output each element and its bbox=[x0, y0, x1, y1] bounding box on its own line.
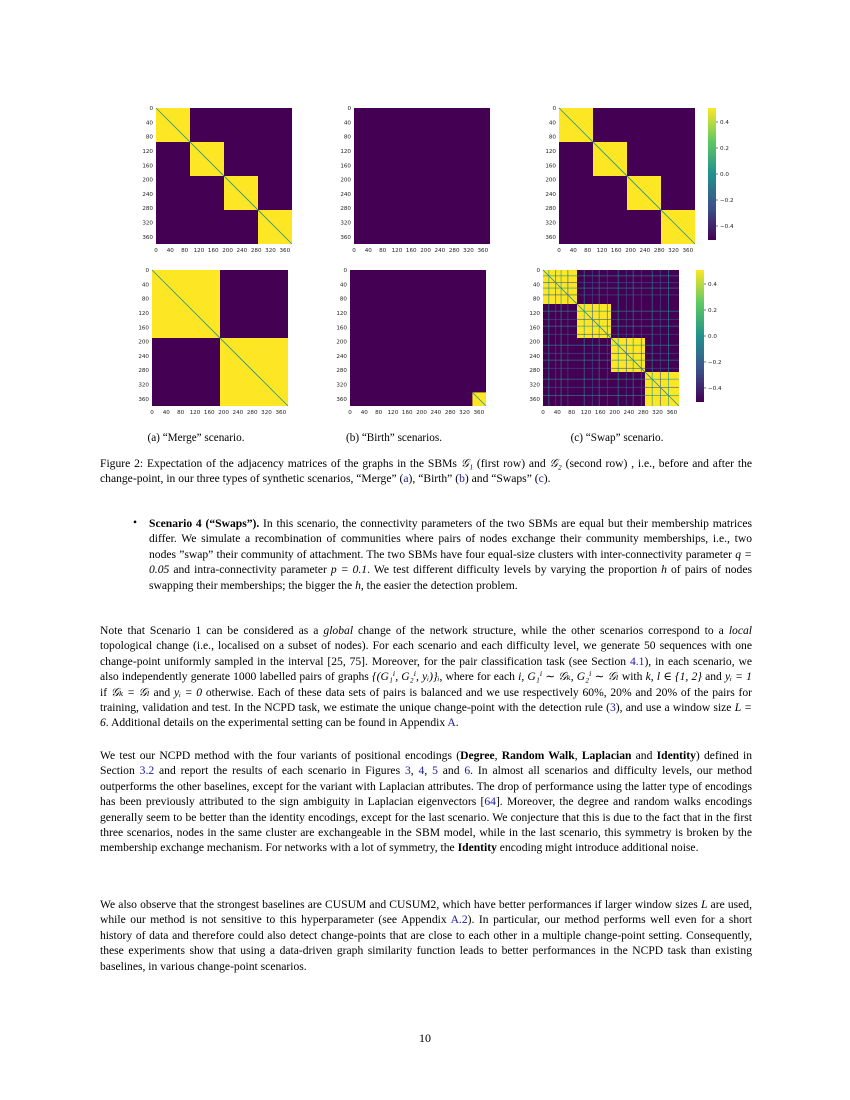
x-tick-label: 80 bbox=[584, 248, 592, 254]
ref-figure-6[interactable]: 6 bbox=[464, 764, 471, 778]
swap-stripe bbox=[555, 270, 556, 406]
y-tick-label: 160 bbox=[336, 325, 347, 332]
ref-figure-5[interactable]: 5 bbox=[432, 764, 438, 778]
swap-stripe bbox=[543, 282, 679, 283]
y-tick-label: 40 bbox=[548, 120, 556, 127]
swap-stripe bbox=[567, 270, 568, 406]
colorbar-row2 bbox=[694, 270, 734, 410]
swap-stripe bbox=[543, 275, 679, 276]
x-tick-label: 320 bbox=[261, 410, 272, 416]
y-tick-label: 120 bbox=[545, 148, 556, 155]
x-tick-label: 280 bbox=[637, 410, 649, 416]
x-tick-label: 280 bbox=[444, 410, 456, 416]
y-tick-label: 120 bbox=[340, 148, 351, 155]
x-tick-label: 160 bbox=[610, 248, 622, 254]
heatmap-merge-after bbox=[134, 264, 294, 422]
scenario-4-paragraph: Scenario 4 (“Swaps”). In this scenario, the connectivity parameters of the two SBMs are equal but their membership matrices differ. We simulate a recombination of communities where pairs of nodes exchange their community memberships, i.e., two nodes ”swap” their community of attachment. The two SBMs have four equal-size clusters with inter-connectivity parameter q = 0.05 and intra-connectivity parameter p = 0.1. We test different difficulty levels by varying the proportion h of pairs of nodes swapping their memberships; the bigger the h, the easier the detection problem. bbox=[149, 517, 752, 592]
x-tick-label: 360 bbox=[279, 248, 291, 254]
swap-stripe bbox=[592, 270, 593, 406]
colorbar-tick-label: 0.2 bbox=[708, 308, 717, 314]
y-tick-label: 0 bbox=[536, 268, 540, 274]
x-tick-label: 360 bbox=[682, 248, 694, 254]
page-number: 10 bbox=[419, 1031, 431, 1045]
x-tick-label: 120 bbox=[387, 410, 399, 416]
background-cell bbox=[350, 270, 486, 406]
heatmap-merge-before bbox=[138, 102, 298, 260]
y-tick-label: 0 bbox=[347, 106, 351, 112]
x-tick-label: 0 bbox=[352, 248, 356, 254]
x-tick-label: 80 bbox=[181, 248, 189, 254]
y-tick-label: 120 bbox=[142, 148, 153, 155]
x-tick-label: 40 bbox=[162, 410, 170, 416]
colorbar-tick-label: −0.2 bbox=[708, 360, 722, 366]
ref-subfig-b[interactable]: b bbox=[459, 472, 465, 485]
x-tick-label: 0 bbox=[150, 410, 154, 416]
y-tick-label: 200 bbox=[138, 339, 149, 346]
y-tick-label: 40 bbox=[343, 120, 351, 127]
y-tick-label: 240 bbox=[545, 191, 556, 198]
x-tick-label: 200 bbox=[625, 248, 636, 254]
swap-stripe bbox=[668, 270, 669, 406]
y-tick-label: 360 bbox=[138, 396, 149, 403]
subcaption-b: (b) “Birth” scenarios. bbox=[346, 432, 442, 444]
x-tick-label: 200 bbox=[609, 410, 620, 416]
y-tick-label: 80 bbox=[532, 296, 540, 303]
y-tick-label: 200 bbox=[340, 177, 351, 184]
x-tick-label: 80 bbox=[375, 410, 383, 416]
y-tick-label: 80 bbox=[343, 134, 351, 141]
x-tick-label: 160 bbox=[207, 248, 219, 254]
ref-figure-3[interactable]: 3 bbox=[404, 764, 411, 778]
y-tick-label: 120 bbox=[336, 310, 347, 317]
y-tick-label: 360 bbox=[336, 396, 347, 403]
y-tick-label: 160 bbox=[142, 163, 153, 170]
background-cell bbox=[354, 108, 490, 244]
x-tick-label: 240 bbox=[236, 248, 248, 254]
x-tick-label: 240 bbox=[639, 248, 651, 254]
x-tick-label: 40 bbox=[364, 248, 372, 254]
ref-equation-3[interactable]: 3 bbox=[609, 701, 616, 715]
y-tick-label: 360 bbox=[340, 234, 351, 241]
swap-stripe bbox=[543, 319, 679, 320]
heatmap-swap-after bbox=[525, 264, 685, 422]
x-tick-label: 240 bbox=[623, 410, 635, 416]
x-tick-label: 200 bbox=[416, 410, 427, 416]
scenario-4-title: Scenario 4 (“Swaps”). bbox=[149, 517, 260, 530]
x-tick-label: 0 bbox=[154, 248, 158, 254]
swap-stripe bbox=[543, 294, 679, 295]
swap-stripe bbox=[543, 395, 679, 396]
y-tick-label: 0 bbox=[343, 268, 347, 274]
swap-stripe bbox=[543, 353, 679, 354]
y-tick-label: 40 bbox=[145, 120, 153, 127]
x-tick-label: 40 bbox=[360, 410, 368, 416]
x-tick-label: 200 bbox=[420, 248, 431, 254]
y-tick-label: 360 bbox=[529, 396, 540, 403]
y-tick-label: 320 bbox=[545, 220, 556, 227]
y-tick-label: 40 bbox=[339, 282, 347, 289]
swap-stripe bbox=[660, 270, 661, 406]
y-tick-label: 200 bbox=[336, 339, 347, 346]
x-tick-label: 320 bbox=[463, 248, 474, 254]
colorbar-tick-label: −0.4 bbox=[708, 386, 722, 392]
x-tick-label: 200 bbox=[218, 410, 229, 416]
x-tick-label: 80 bbox=[379, 248, 387, 254]
y-tick-label: 200 bbox=[545, 177, 556, 184]
x-tick-label: 360 bbox=[477, 248, 489, 254]
y-tick-label: 240 bbox=[529, 353, 540, 360]
x-tick-label: 200 bbox=[222, 248, 233, 254]
x-tick-label: 120 bbox=[189, 410, 201, 416]
y-tick-label: 280 bbox=[340, 206, 351, 213]
x-tick-label: 320 bbox=[652, 410, 663, 416]
x-tick-label: 160 bbox=[401, 410, 413, 416]
swap-stripe bbox=[543, 288, 679, 289]
y-tick-label: 160 bbox=[529, 325, 540, 332]
swap-stripe bbox=[607, 270, 608, 406]
swap-stripe bbox=[548, 270, 549, 406]
y-tick-label: 240 bbox=[138, 353, 149, 360]
paragraph-encodings: We test our NCPD method with the four variants of positional encodings (Degree, Random Walk, Laplacian and Identity) defined in Section 3.2 and report the results of each scenario in Figures 3, 4, 5 and 6. In almost all scenarios and difficulty levels, our method outperforms the other baselines, except for the variant with Laplacian attributes. The drop of performance using the latter type of encodings has been previously attributed to the sign ambiguity in Laplacian eigenvectors [64]. Moreover, the degree and random walks encodings generally seem to be better than the identity encodings, except for the last scenario. We conjecture that this is due to the fact that in the first three scenarios, nodes in the same cluster are exchangeable in the SBM model, while in the last scenario, this symmetry is broken by the membership exchange mechanism. For networks with a lot of symmetry, the Identity encoding might introduce additional noise. bbox=[100, 749, 753, 855]
x-tick-label: 280 bbox=[448, 248, 460, 254]
y-tick-label: 320 bbox=[336, 382, 347, 389]
figure-caption: Figure 2: Expectation of the adjacency matrices of the graphs in the SBMs 𝒢₁ (first row) and 𝒢₂ (second row) , i.e., before and after the change-point, in our three types of synthetic scenarios, “Merge” (a), “Birth” (b) and “Swaps” (c). bbox=[100, 457, 753, 485]
colorbar-gradient bbox=[696, 270, 704, 402]
y-tick-label: 200 bbox=[142, 177, 153, 184]
colorbar-tick-label: 0.0 bbox=[720, 172, 729, 178]
x-tick-label: 160 bbox=[203, 410, 215, 416]
x-tick-label: 40 bbox=[166, 248, 174, 254]
bullet-point: • bbox=[133, 516, 138, 529]
y-tick-label: 120 bbox=[138, 310, 149, 317]
colorbar-row1 bbox=[706, 108, 746, 248]
x-tick-label: 320 bbox=[668, 248, 679, 254]
swap-stripe bbox=[543, 379, 679, 380]
y-tick-label: 80 bbox=[339, 296, 347, 303]
y-tick-label: 360 bbox=[142, 234, 153, 241]
subcaption-c: (c) “Swap” scenario. bbox=[570, 432, 664, 444]
paragraph-scenarios-note: Note that Scenario 1 can be considered as a global change of the network structure, while the other scenarios correspond to a local topological change (i.e., localised on a subset of nodes). For each scenario and each difficulty level, we generate 50 sequences with one change-point uniformly sampled in the interval [25, 75]. Moreover, for the pair classification task (see Section 4.1), in each scenario, we also independently generate 1000 labelled pairs of graphs {(G₁ⁱ, G₂ⁱ, yᵢ)}ᵢ, where for each i, G₁ⁱ ∼ 𝒢ₖ, G₂ⁱ ∼ 𝒢ₗ with k, l ∈ {1, 2} and yᵢ = 1 if 𝒢ₖ = 𝒢ₗ and yᵢ = 0 otherwise. Each of these data sets of pairs is balanced and we use respectively 60%, 20% and 20% of the pairs for training, validation and test. In the NCPD task, we estimate the unique change-point with the detection rule (3), and use a window size L = 6. Additional details on the experimental setting can be found in Appendix A. bbox=[100, 624, 753, 730]
x-tick-label: 0 bbox=[348, 410, 352, 416]
x-tick-label: 40 bbox=[553, 410, 561, 416]
y-tick-label: 160 bbox=[340, 163, 351, 170]
y-tick-label: 80 bbox=[141, 296, 149, 303]
y-tick-label: 280 bbox=[336, 368, 347, 375]
y-tick-label: 40 bbox=[141, 282, 149, 289]
swap-stripe bbox=[543, 360, 679, 361]
colorbar-tick-label: 0.4 bbox=[708, 282, 717, 288]
x-tick-label: 80 bbox=[177, 410, 185, 416]
heatmap-birth-after bbox=[332, 264, 492, 422]
y-tick-label: 160 bbox=[545, 163, 556, 170]
heatmap-birth-before bbox=[336, 102, 496, 260]
x-tick-label: 0 bbox=[541, 410, 545, 416]
y-tick-label: 320 bbox=[529, 382, 540, 389]
y-tick-label: 280 bbox=[142, 206, 153, 213]
y-tick-label: 0 bbox=[149, 106, 153, 112]
y-tick-label: 40 bbox=[532, 282, 540, 289]
x-tick-label: 120 bbox=[391, 248, 403, 254]
swap-stripe bbox=[584, 270, 585, 406]
swap-stripe bbox=[626, 270, 627, 406]
colorbar-tick-label: −0.4 bbox=[720, 224, 734, 230]
swap-stripe bbox=[633, 270, 634, 406]
colorbar-tick-label: 0.2 bbox=[720, 146, 729, 152]
y-tick-label: 80 bbox=[145, 134, 153, 141]
x-tick-label: 120 bbox=[193, 248, 205, 254]
x-tick-label: 120 bbox=[580, 410, 592, 416]
y-tick-label: 0 bbox=[552, 106, 556, 112]
swap-stripe bbox=[543, 345, 679, 346]
y-tick-label: 280 bbox=[138, 368, 149, 375]
y-tick-label: 280 bbox=[545, 206, 556, 213]
y-tick-label: 280 bbox=[529, 368, 540, 375]
ref-citation-64[interactable]: 64 bbox=[484, 795, 496, 809]
x-tick-label: 320 bbox=[459, 410, 470, 416]
x-tick-label: 160 bbox=[405, 248, 417, 254]
ref-figure-4[interactable]: 4 bbox=[418, 764, 425, 778]
y-tick-label: 240 bbox=[336, 353, 347, 360]
ref-appendix-a-2[interactable]: A.2 bbox=[450, 913, 468, 927]
swap-stripe bbox=[652, 270, 653, 406]
swap-stripe bbox=[543, 368, 679, 369]
x-tick-label: 280 bbox=[246, 410, 258, 416]
colorbar-gradient bbox=[708, 108, 716, 240]
y-tick-label: 320 bbox=[142, 220, 153, 227]
ref-appendix-a[interactable]: A bbox=[447, 716, 456, 730]
x-tick-label: 240 bbox=[434, 248, 446, 254]
ref-subfig-a[interactable]: a bbox=[403, 472, 409, 485]
paragraph-baselines: We also observe that the strongest baselines are CUSUM and CUSUM2, which have better performances if larger window sizes L are used, while our method is not sensitive to this hyperparameter (see Appendix A.2). In particular, our method performs well even for a short history of data and therefore could also detect change-points that are close to each other in a multiple change-point setting. Consequently, these experiments show that using a data-driven graph similarity function leads to better performances in the NCPD task than existing baselines, in various change-point scenarios. bbox=[100, 898, 752, 973]
x-tick-label: 360 bbox=[666, 410, 678, 416]
x-tick-label: 0 bbox=[557, 248, 561, 254]
y-tick-label: 320 bbox=[340, 220, 351, 227]
swap-stripe bbox=[641, 270, 642, 406]
colorbar-tick-label: −0.2 bbox=[720, 198, 734, 204]
y-tick-label: 240 bbox=[340, 191, 351, 198]
y-tick-label: 200 bbox=[529, 339, 540, 346]
swap-stripe bbox=[543, 387, 679, 388]
swap-stripe bbox=[543, 326, 679, 327]
ref-section-4-1[interactable]: 4.1 bbox=[629, 654, 645, 668]
heatmap-swap-before bbox=[541, 102, 701, 260]
x-tick-label: 320 bbox=[265, 248, 276, 254]
colorbar-tick-label: 0.4 bbox=[720, 120, 729, 126]
x-tick-label: 120 bbox=[596, 248, 608, 254]
swap-stripe bbox=[599, 270, 600, 406]
y-tick-label: 120 bbox=[529, 310, 540, 317]
y-tick-label: 360 bbox=[545, 234, 556, 241]
y-tick-label: 80 bbox=[548, 134, 556, 141]
x-tick-label: 40 bbox=[569, 248, 577, 254]
y-tick-label: 0 bbox=[145, 268, 149, 274]
x-tick-label: 240 bbox=[232, 410, 244, 416]
x-tick-label: 280 bbox=[653, 248, 665, 254]
y-tick-label: 160 bbox=[138, 325, 149, 332]
ref-section-3-2[interactable]: 3.2 bbox=[139, 764, 155, 778]
y-tick-label: 240 bbox=[142, 191, 153, 198]
swap-stripe bbox=[618, 270, 619, 406]
swap-stripe bbox=[543, 311, 679, 312]
subcaption-a: (a) “Merge” scenario. bbox=[147, 432, 245, 444]
ref-subfig-c[interactable]: c bbox=[538, 472, 544, 485]
x-tick-label: 280 bbox=[250, 248, 262, 254]
colorbar-tick-label: 0.0 bbox=[708, 334, 717, 340]
swap-stripe bbox=[561, 270, 562, 406]
swap-stripe bbox=[543, 334, 679, 335]
x-tick-label: 360 bbox=[275, 410, 287, 416]
x-tick-label: 360 bbox=[473, 410, 485, 416]
x-tick-label: 160 bbox=[594, 410, 606, 416]
y-tick-label: 320 bbox=[138, 382, 149, 389]
x-tick-label: 240 bbox=[430, 410, 442, 416]
x-tick-label: 80 bbox=[568, 410, 576, 416]
